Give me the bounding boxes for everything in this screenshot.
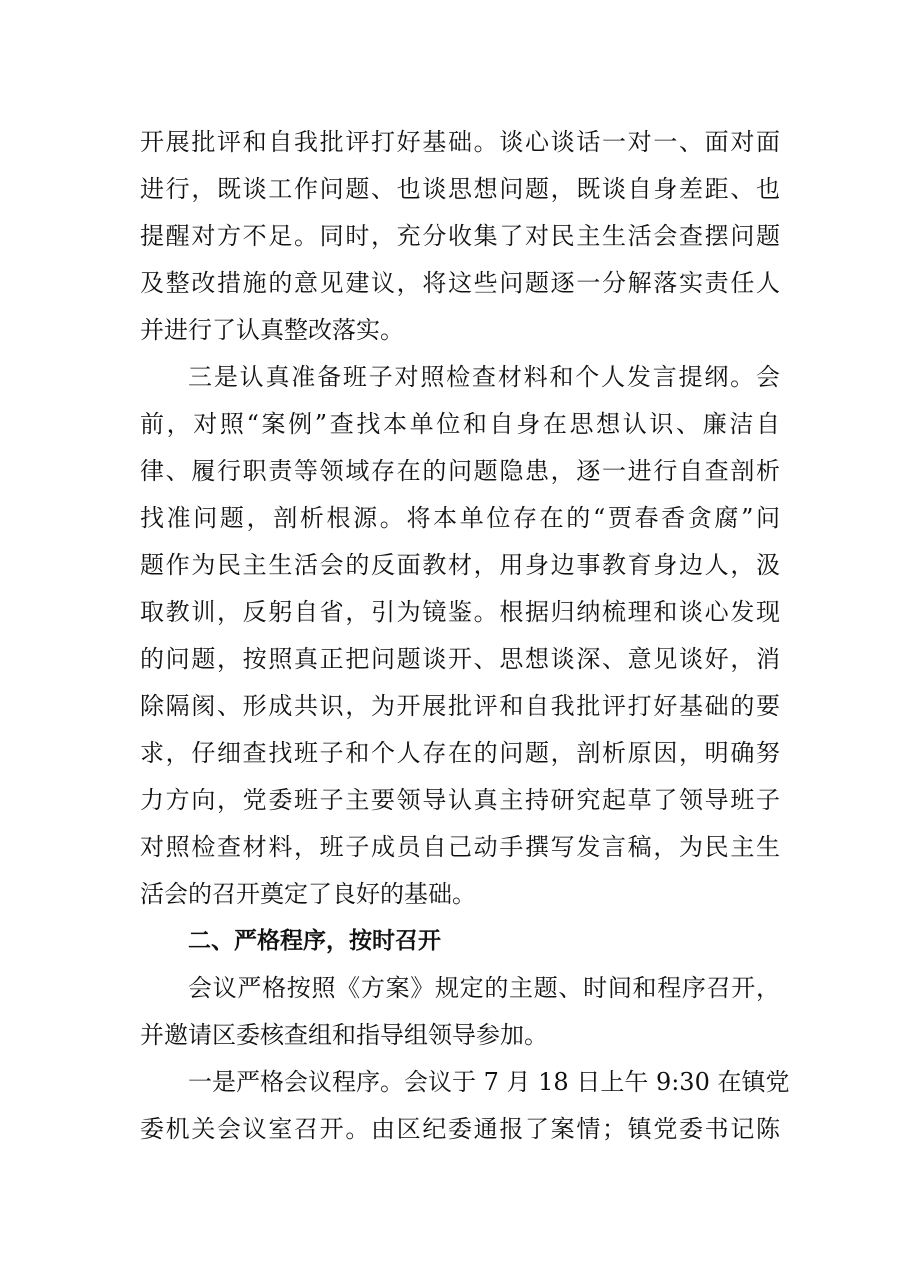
paragraph-line: 并进行了认真整改落实。: [140, 316, 404, 344]
paragraph-line: 活会的召开奠定了良好的基础。: [140, 880, 476, 908]
paragraph-first-line: 一是严格会议程序。会议于 7 月 18 日上午 9:30 在镇党: [188, 1068, 790, 1096]
paragraph-line: 取教训，反躬自省，引为镜鉴。根据归纳梳理和谈心发现: [140, 598, 780, 626]
paragraph-line: 律、履行职责等领域存在的问题隐患，逐一进行自查剖析: [140, 457, 780, 485]
paragraph-line: 委机关会议室召开。由区纪委通报了案情；镇党委书记陈: [140, 1115, 780, 1143]
paragraph-line: 除隔阂、形成共识，为开展批评和自我批评打好基础的要: [140, 692, 780, 720]
paragraph-line: 及整改措施的意见建议，将这些问题逐一分解落实责任人: [140, 269, 780, 297]
paragraph-first-line: 会议严格按照《方案》规定的主题、时间和程序召开，: [188, 974, 780, 1002]
paragraph-first-line: 三是认真准备班子对照检查材料和个人发言提纲。会: [188, 363, 780, 391]
paragraph-line: 对照检查材料，班子成员自己动手撰写发言稿，为民主生: [140, 833, 780, 861]
paragraph-line: 力方向，党委班子主要领导认真主持研究起草了领导班子: [140, 786, 780, 814]
paragraph-line: 开展批评和自我批评打好基础。谈心谈话一对一、面对面: [140, 128, 780, 156]
paragraph-line: 的问题，按照真正把问题谈开、思想谈深、意见谈好，消: [140, 645, 780, 673]
paragraph-line: 进行，既谈工作问题、也谈思想问题，既谈自身差距、也: [140, 175, 780, 203]
paragraph-line: 找准问题，剖析根源。将本单位存在的“贾春香贪腐”问: [140, 504, 780, 532]
paragraph-line: 提醒对方不足。同时，充分收集了对民主生活会查摆问题: [140, 222, 780, 250]
paragraph-line: 求，仔细查找班子和个人存在的问题，剖析原因，明确努: [140, 739, 780, 767]
paragraph-line: 题作为民主生活会的反面教材，用身边事教育身边人，汲: [140, 551, 780, 579]
paragraph-line: 并邀请区委核查组和指导组领导参加。: [140, 1021, 548, 1049]
section-heading: 二、严格程序，按时召开: [188, 928, 441, 954]
paragraph-line: 前，对照“案例”查找本单位和自身在思想认识、廉洁自: [140, 410, 780, 438]
